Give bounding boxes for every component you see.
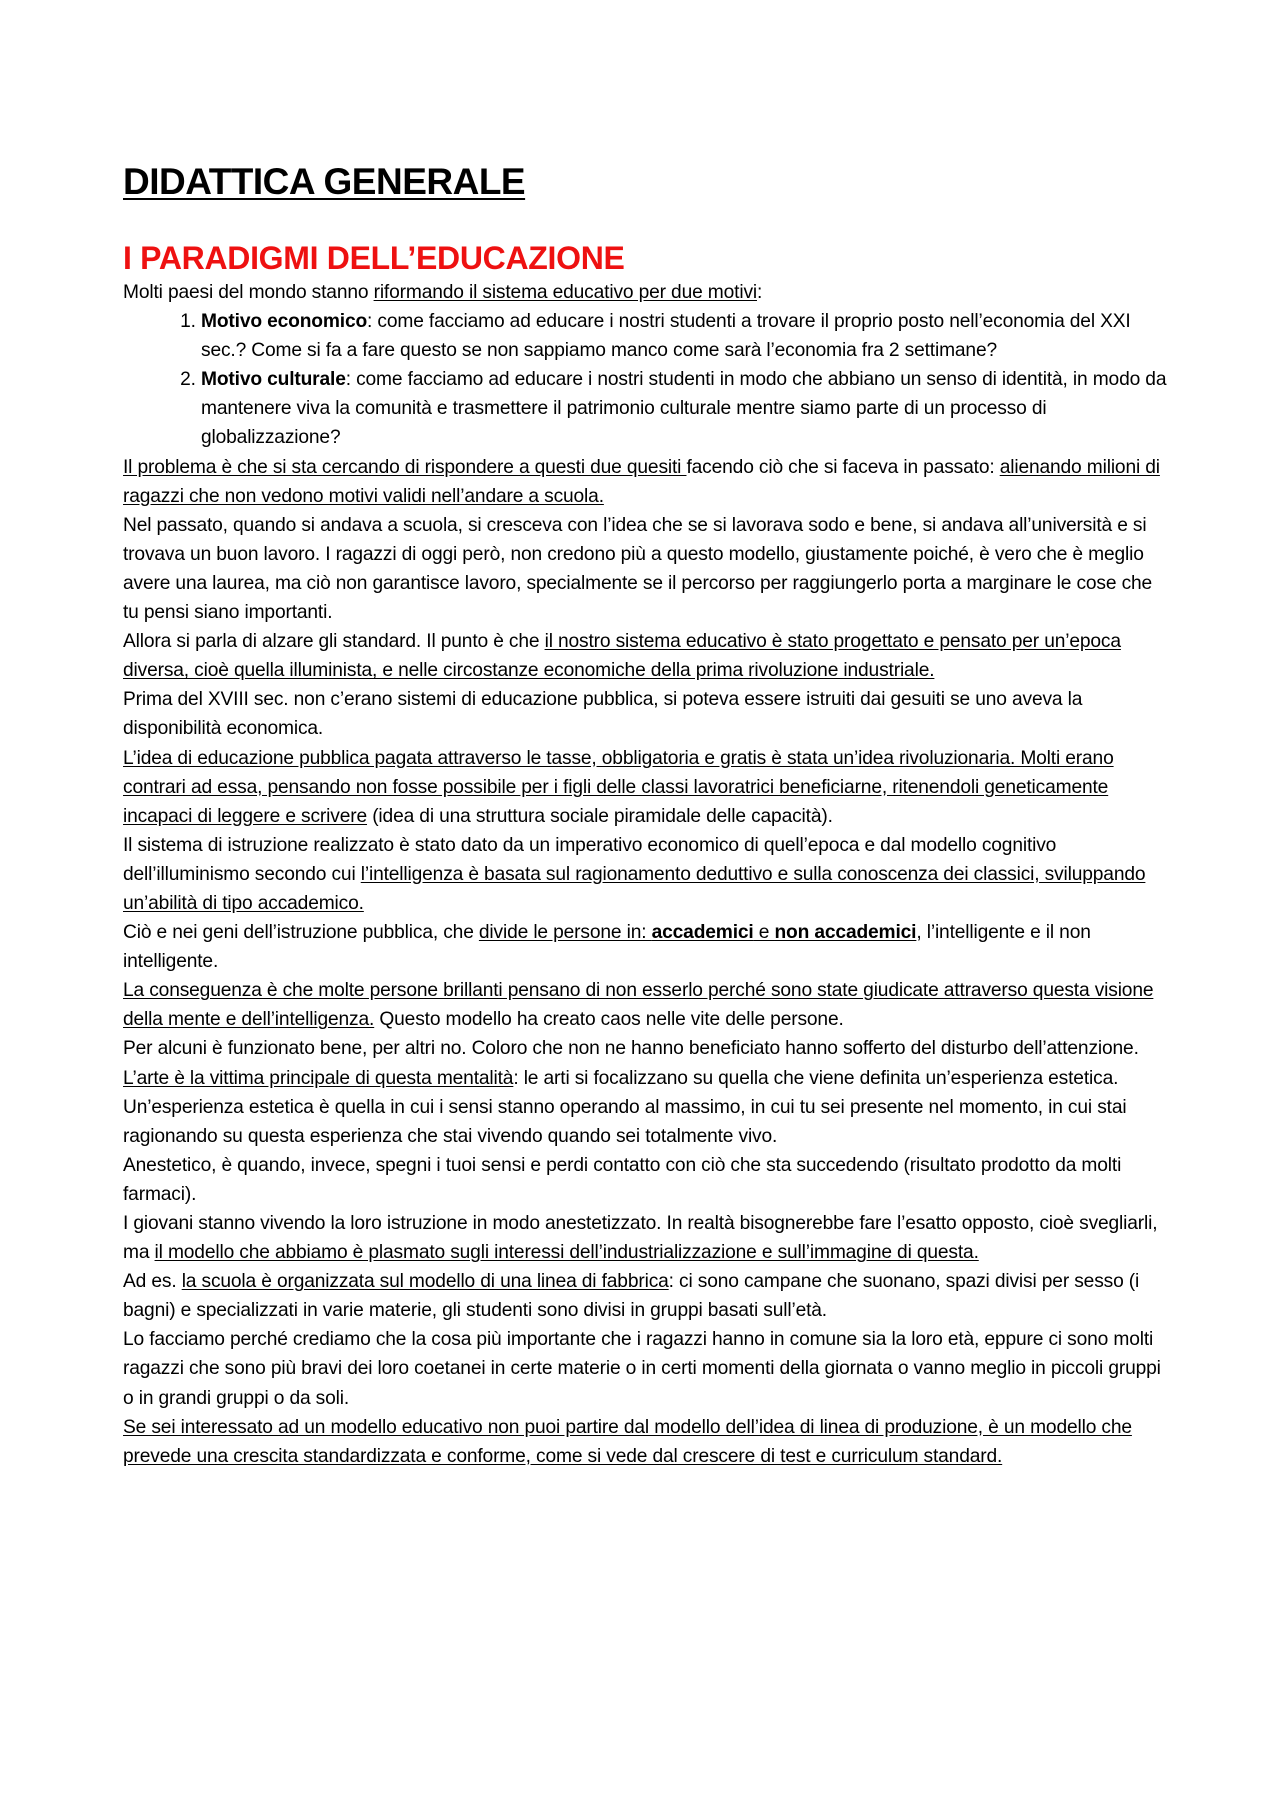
list-item: 1. Motivo economico: come facciamo ad educare i nostri studenti a trovare il proprio posto nell’economia del XXI sec.? Come si fa a fare questo se non sappiamo manco come sarà l’economia fra 2 settimane? <box>201 307 1168 365</box>
document-title: DIDATTICA GENERALE <box>123 161 526 202</box>
paragraph: Lo facciamo perché crediamo che la cosa più importante che i ragazzi hanno in comune sia la loro età, eppure ci sono molti ragazzi che sono più bravi dei loro coetanei in certe materie o in certi momenti della giornata o vanno meglio in piccoli gruppi o in grandi gruppi o da soli. <box>123 1329 1161 1409</box>
paragraph: Prima del XVIII sec. non c’erano sistemi di educazione pubblica, si poteva essere istruiti dai gesuiti se uno aveva la disponibilità economica. <box>123 689 1083 740</box>
paragraph: La conseguenza è che molte persone brillanti pensano di non esserlo perché sono state giudicate attraverso questa visione della mente e dell’intelligenza. Questo modello ha creato caos nelle vite delle persone. <box>123 980 1154 1031</box>
paragraph: Se sei interessato ad un modello educativo non puoi partire dal modello dell’idea di linea di produzione, è un modello che prevede una crescita standardizzata e conforme, come si vede dal crescere di test e curriculum standard. <box>123 1416 1132 1467</box>
paragraph: Per alcuni è funzionato bene, per altri no. Coloro che non ne hanno beneficiato hanno sofferto del disturbo dell’attenzione. <box>123 1038 1139 1060</box>
paragraph: Ciò e nei geni dell’istruzione pubblica, che divide le persone in: accademici e non accademici, l’intelligente e il non intelligente. <box>123 922 1091 973</box>
paragraph: Allora si parla di alzare gli standard. Il punto è che il nostro sistema educativo è stato progettato e pensato per un’epoca diversa, cioè quella illuminista, e nelle circostanze economiche della prima rivoluzione industriale. <box>123 631 1121 682</box>
document-body <box>123 278 1168 1471</box>
paragraph: Anestetico, è quando, invece, spegni i tuoi sensi e perdi contatto con ciò che sta succedendo (risultato prodotto da molti farmaci). <box>123 1154 1122 1205</box>
paragraph: Il sistema di istruzione realizzato è stato dato da un imperativo economico di quell’epoca e dal modello cognitivo dell’illuminismo secondo cui l’intelligenza è basata sul ragionamento deduttivo e sulla conoscenza dei classici, sviluppando un’abilità di tipo accademico. <box>123 834 1146 914</box>
section-title: I PARADIGMI DELL’EDUCAZIONE <box>123 240 625 276</box>
document-page <box>123 158 1168 1471</box>
list-item: 2. Motivo culturale: come facciamo ad educare i nostri studenti in modo che abbiano un senso di identità, in modo da mantenere viva la comunità e trasmettere il patrimonio culturale mentre siamo parte di un processo di globalizzazione? <box>201 365 1168 452</box>
paragraph: Ad es. la scuola è organizzata sul modello di una linea di fabbrica: ci sono campane che suonano, spazi divisi per sesso (i bagni) e specializzati in varie materie, gli studenti sono divisi in gruppi basati sull’età. <box>123 1271 1140 1322</box>
intro-paragraph: Molti paesi del mondo stanno riformando il sistema educativo per due motivi: <box>123 282 763 303</box>
paragraph: Il problema è che si sta cercando di rispondere a questi due quesiti facendo ciò che si faceva in passato: alienando milioni di ragazzi che non vedono motivi validi nell’andare a scuola. <box>123 456 1160 507</box>
paragraph: L’arte è la vittima principale di questa mentalità: le arti si focalizzano su quella che viene definita un’esperienza estetica. Un’esperienza estetica è quella in cui i sensi stanno operando al massimo, in cui tu sei presente nel momento, in cui stai ragionando su questa esperienza che stai vivendo quando sei totalmente vivo. <box>123 1067 1127 1147</box>
paragraph: L’idea di educazione pubblica pagata attraverso le tasse, obbligatoria e gratis è stata un’idea rivoluzionaria. Molti erano contrari ad essa, pensando non fosse possibile per i figli delle classi lavoratrici beneficiarne, ritenendoli geneticamente incapaci di leggere e scrivere (idea di una struttura sociale piramidale delle capacità). <box>123 747 1114 827</box>
paragraph: I giovani stanno vivendo la loro istruzione in modo anestetizzato. In realtà bisognerebbe fare l’esatto opposto, cioè svegliarli, ma il modello che abbiamo è plasmato sugli interessi dell’industrializzazione e sull’immagine di questa. <box>123 1213 1158 1264</box>
reasons-list <box>123 307 1168 452</box>
paragraph: Nel passato, quando si andava a scuola, si cresceva con l’idea che se si lavorava sodo e bene, si andava all’università e si trovava un buon lavoro. I ragazzi di oggi però, non credono più a questo modello, giustamente poiché, è vero che è meglio avere una laurea, ma ciò non garantisce lavoro, specialmente se il percorso per raggiungerlo porta a marginare le cose che tu pensi siano importanti. <box>123 514 1153 624</box>
